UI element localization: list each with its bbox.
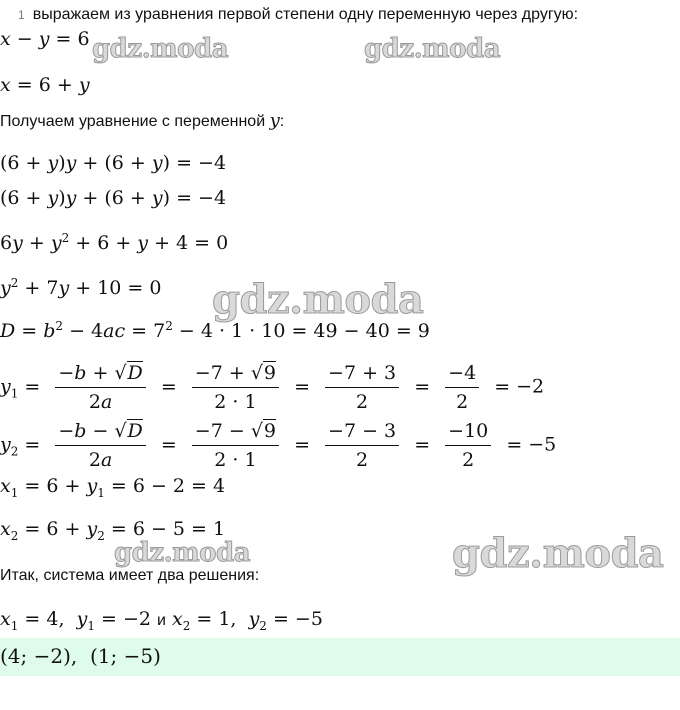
conclusion-text: Итак, система имеет два решения: bbox=[0, 567, 260, 584]
watermark-3: gdz.moda bbox=[212, 276, 424, 323]
answer-box bbox=[0, 638, 680, 676]
equation-5: $6y + y^2 + 6 + y + 4 = 0$ bbox=[0, 231, 229, 254]
variable-y: y bbox=[269, 110, 280, 131]
answer-text: (4; −2), (1; −5) bbox=[0, 644, 161, 668]
watermark-5: gdz.moda bbox=[452, 530, 664, 577]
text-equation-in-y: Получаем уравнение с переменной y: bbox=[0, 110, 285, 131]
discriminant: $D = b^2 - 4ac = 7^2 - 4 \cdot 1 \cdot 10 = 49 - 40 = 9$ bbox=[0, 319, 430, 342]
watermark-4: gdz.moda bbox=[114, 538, 251, 568]
equation-2: x = 6 + y bbox=[0, 74, 90, 96]
equation-6: $y^2 + 7y + 10 = 0$ bbox=[0, 276, 162, 299]
watermark-2: gdz.moda bbox=[364, 34, 501, 64]
text-label: Получаем уравнение с переменной bbox=[0, 113, 270, 130]
step-number: 1 bbox=[18, 8, 25, 22]
watermark-1: gdz.moda bbox=[92, 34, 229, 64]
root-x1: $x_1 = 6 + y_1 = 6 - 2 = 4$ bbox=[0, 475, 226, 500]
step-intro-label: выражаем из уравнения первой степени одну переменную через другую: bbox=[32, 6, 579, 23]
equation-4: (6 + y)y + (6 + y) = −4 bbox=[0, 187, 227, 209]
solutions-line: $x_1 = 4$, $y_1 = -2$ и $x_2 = 1$, $y_2 = -5$ bbox=[0, 608, 323, 633]
equation-3: (6 + y)y + (6 + y) = −4 bbox=[0, 152, 227, 174]
word-and-1: и bbox=[157, 612, 166, 629]
root-y2: $y_2$ = $\frac{-b - √D}{2a}$ = $\frac{-7 - √9}{2 \cdot 1}$ = $\frac{-7 - 3}{2}$ = $\frac{-10}{2}$ = −5 bbox=[0, 420, 557, 471]
root-x2: $x_2 = 6 + y_2 = 6 - 5 = 1$ bbox=[0, 518, 226, 543]
root-y1: $y_1$ = $\frac{-b + √D}{2a}$ = $\frac{-7 + √9}{2 \cdot 1}$ = $\frac{-7 + 3}{2}$ = $\frac{-4}{2}$ = −2 bbox=[0, 362, 545, 413]
step-intro-text bbox=[18, 6, 578, 24]
equation-1: x − y = 6 bbox=[0, 28, 90, 50]
